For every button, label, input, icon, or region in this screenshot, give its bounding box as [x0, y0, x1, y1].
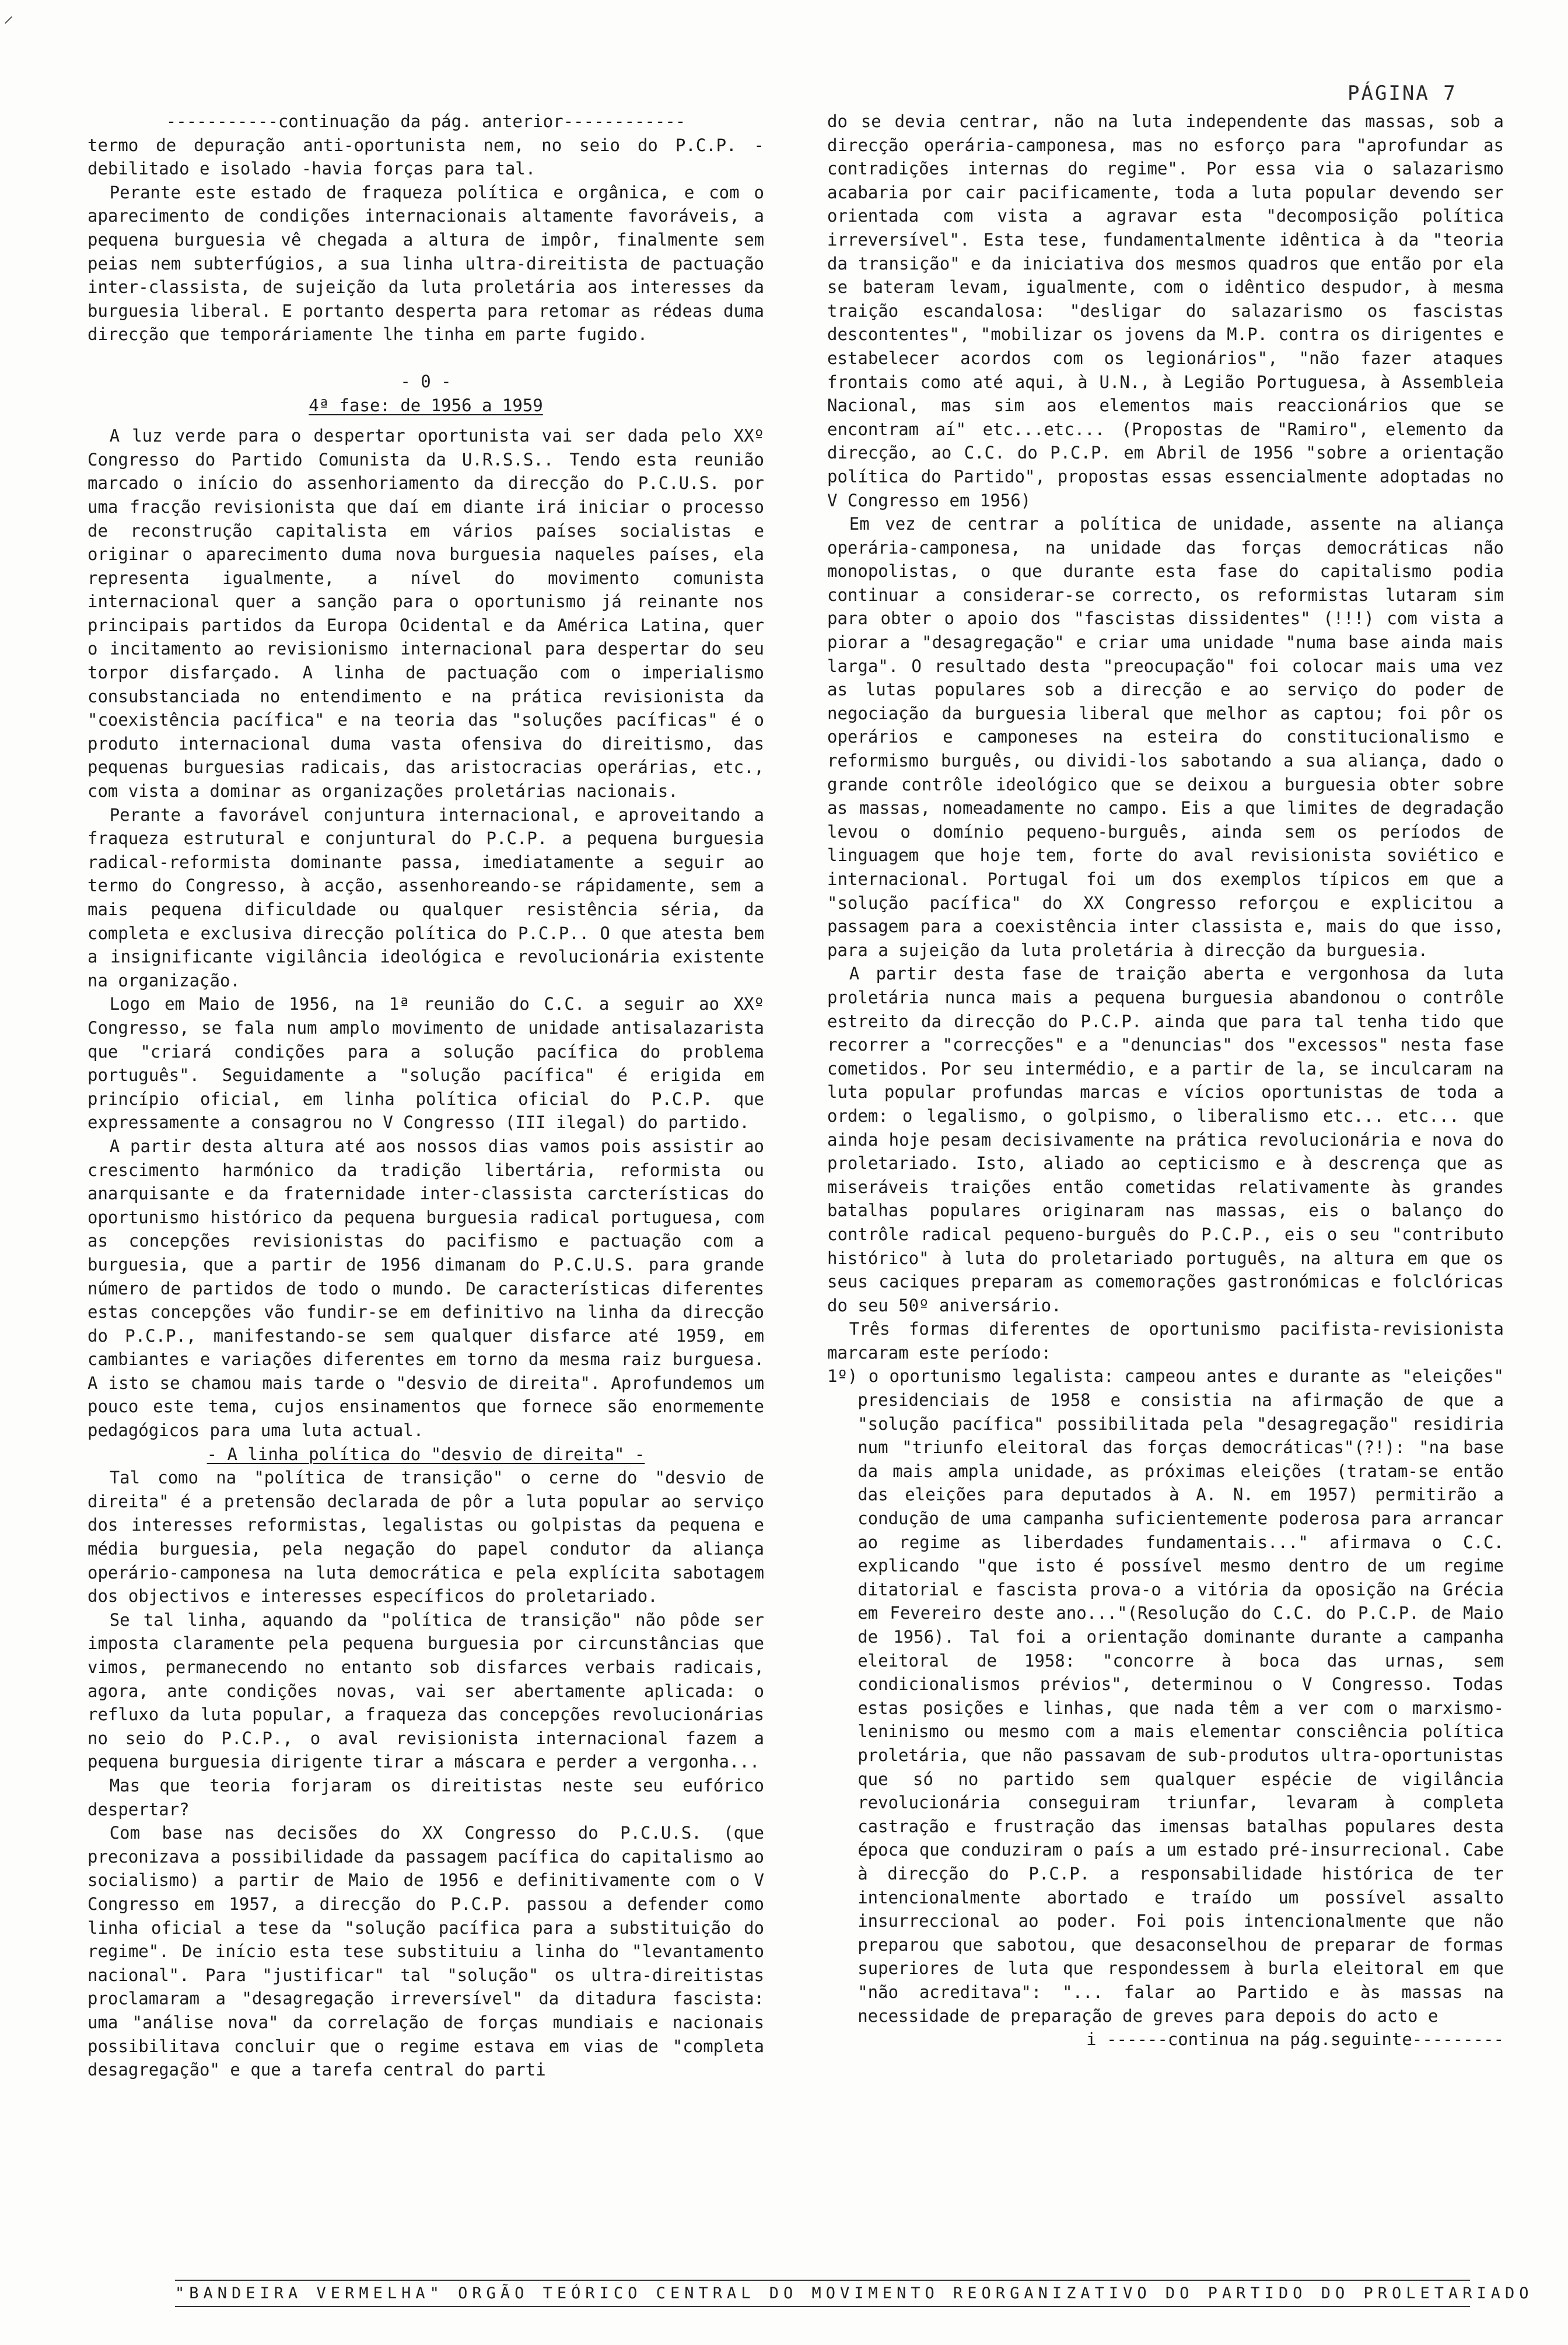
- corner-mark-icon: ⸝: [4, 4, 13, 27]
- footer-masthead: "BANDEIRA VERMELHA" ORGÃO TEÓRICO CENTRAL DO MOVIMENTO REORGANIZATIVO DO PARTIDO DO PROLETARIADO: [175, 2280, 1470, 2307]
- paragraph: Tal como na "política de transição" o cerne do "desvio de direita" é a pretensão declarada de pôr a luta popular ao serviço dos interesses reformistas, legalistas ou golpistas da pequena e média burguesia, pela negação do papel condutor da aliança operário-camponesa na luta democrática e pela explícita sabotagem dos objectivos e interesses específicos do proletariado.: [88, 1468, 764, 1606]
- continuation-note: -----------continuação da pág. anterior------------: [166, 111, 686, 131]
- list-item: 1º) o oportunismo legalista: campeou antes e durante as "eleições" presidenciais de 1958 e consistia na afirmação de que a "solução pacífica" possibilitada pela "desagregação" residiria num "triunfo eleitoral das forças democráticas"(?!): "na base da mais ampla unidade, as próximas eleições (tratam-se então das eleições para deputados à A. N. em 1957) permitirão a condução de uma campanha suficientemente poderosa para arrancar ao regime as liberdades fundamentais..." afirmava o C.C. explicando "que isto é possível mesmo dentro de um regime ditatorial e fascista prova-o a vitória da oposição na Grécia em Fevereiro deste ano..."(Resolução do C.C. do P.C.P. de Maio de 1956). Tal foi a orientação dominante durante a campanha eleitoral de 1958: "concorre à boca das urnas, sem condicionalismos prévios", determinou o V Congresso. Todas estas posições e linhas, que nada têm a ver com o marxismo-leninismo ou mesmo com a mais elementar consciência política proletária, que não passavam de sub-produtos ultra-oportunistas que só no partido sem qualquer espécie de vigilância revolucionária conseguiram triunfar, levaram à completa castração e frustração das imensas batalhas populares desta época que conduziram o país a um estado pré-insurrecional. Cabe à direcção do P.C.P. a responsabilidade histórica de ter intencionalmente abortado e traído um possível assalto insurreccional ao poder. Foi pois intencionalmente que não preparou que sabotou, que desaconselhou de preparar de formas superiores de luta que respondessem à burla eleitoral em que "não acreditava": "... falar ao Partido e às massas na necessidade de preparação de greves para depois do acto e: [827, 1366, 1504, 2026]
- paragraph: A luz verde para o despertar oportunista vai ser dada pelo XXº Congresso do Partido Comunista da U.R.S.S.. Tendo esta reunião marcado o início do assenhoriamento da direcção do P.C.U.S. por uma fracção revisionista que daí em diante irá iniciar o processo de reconstrução capitalista em vários países socialistas e originar o aparecimento duma nova burguesia naqueles países, ela representa igualmente, a nível do movimento comunista internacional quer a sanção para o oportunismo já reinante nos principais partidos da Europa Ocidental e da América Latina, quer o incitamento ao revisionismo internacional para despertar do seu torpor disfarçado. A linha de pactuação com o imperialismo consubstanciada no entendimento e na prática revisionista da "coexistência pacífica" e na teoria das "soluções pacíficas" é o produto internacional duma vasta ofensiva do direitismo, das pequenas burguesias radicais, das aristocracias operárias, etc., com vista a dominar as organizações proletárias nacionais.: [88, 426, 764, 802]
- paragraph: Perante a favorável conjuntura internacional, e aproveitando a fraqueza estrutural e conjuntural do P.C.P. a pequena burguesia radical-reformista dominante passa, imediatamente a seguir ao termo do Congresso, à acção, assenhoreando-se rápidamente, sem a mais pequena dificuldade ou qualquer resistência séria, da completa e exclusiva direcção política do P.C.P.. O que atesta bem a insignificante vigilância ideológica e revolucionária existente na organização.: [88, 804, 764, 991]
- page-number: PÁGINA 7: [1348, 82, 1457, 105]
- paragraph: Três formas diferentes de oportunismo pacifista-revisionista marcaram este período:: [827, 1319, 1504, 1363]
- paragraph: Em vez de centrar a política de unidade, assente na aliança operária-camponesa, na unidade das forças democráticas não monopolistas, o que durante esta fase do capitalismo podia continuar a considerar-se correcto, os reformistas lutaram sim para obter o apoio dos "fascistas dissidentes" (!!!) com vista a piorar a "desagregação" e criar uma unidade "numa base ainda mais larga". O resultado desta "preocupação" foi colocar mais uma vez as lutas populares sob a direcção e ao serviço do poder de negociação da burguesia liberal que melhor as captou; foi pôr os operários e camponeses na esteira do constitucionalismo e reformismo burguês, ou dividi-los sabotando a sua aliança, dado o grande contrôle ideológico que se deixou a burguesia obter sobre as massas, nomeadamente no campo. Eis a que limites de degradação levou o domínio pequeno-burguês, ainda sem os períodos de linguagem que hoje tem, forte do aval revisionista soviético e internacional. Portugal foi um dos exemplos típicos em que a "solução pacífica" do XX Congresso reforçou e explicitou a passagem para a coexistência inter classista e, mais do que isso, para a sujeição da luta proletária à direcção da burguesia.: [827, 514, 1504, 960]
- section-heading: 4ª fase: de 1956 a 1959: [309, 395, 543, 415]
- paragraph: A partir desta fase de traição aberta e vergonhosa da luta proletária nunca mais a pequena burguesia abandonou o contrôle estreito da direcção do P.C.P. ainda que para tal tenha tido que recorrer a "correcções" e a "denuncias" dos "excessos" nesta fase cometidos. Por seu intermédio, e a partir de la, se inculcaram na luta popular profundas marcas e vícios oportunistas de toda a ordem: o legalismo, o golpismo, o liberalismo etc... etc... que ainda hoje pesam decisivamente na prática revolucionária e nova do proletariado. Isto, aliado ao cepticismo e à descrença que as miseráveis traições então cometidas relativamente às grandes batalhas populares originaram nas massas, eis o balanço do contrôle radical pequeno-burguês do P.C.P., eis o seu "contributo histórico" à luta do proletariado português, na altura em que os seus caciques preparam as comemorações gastronómicas e folclóricas do seu 50º aniversário.: [827, 964, 1504, 1315]
- continuation-note: i ------continua na pág.seguinte---------: [1086, 2029, 1504, 2050]
- paragraph: termo de depuração anti-oportunista nem, no seio do P.C.P. - debilitado e isolado -havia forças para tal.: [88, 135, 764, 179]
- right-column: [827, 110, 1504, 2052]
- paragraph: Logo em Maio de 1956, na 1ª reunião do C.C. a seguir ao XXº Congresso, se fala num amplo movimento de unidade antisalazarista que "criará condições para a solução pacífica do problema português". Seguidamente a "solução pacífica" é erigida em princípio oficial, em linha política oficial do P.C.P. que expressamente a consagrou no V Congresso (III ilegal) do partido.: [88, 994, 764, 1133]
- section-separator: - 0 -: [400, 371, 452, 391]
- paragraph: Se tal linha, aquando da "política de transição" não pôde ser imposta claramente pela pequena burguesia por circunstâncias que vimos, permanecendo no entanto sob disfarces verbais radicais, agora, ante condições novas, vai ser abertamente aplicada: o refluxo da luta popular, a fraqueza das concepções revolucionárias no seio do P.C.P., o aval revisionista internacional fazem a pequena burguesia dirigente tirar a máscara e perder a vergonha...: [88, 1609, 764, 1772]
- paragraph: do se devia centrar, não na luta independente das massas, sob a direcção operária-camponesa, mas no esforço para "aprofundar as contradições internas do regime". Por essa via o salazarismo acabaria por cair pacificamente, toda a luta popular devendo ser orientada com vista a agravar esta "decomposição política irreversível". Esta tese, fundamentalmente idêntica à da "teoria da transição" e da iniciativa dos mesmos quadros que então por ela se bateram levam, igualmente, com o idêntico despudor, à mesma traição escandalosa: "desligar do salazarismo os fascistas descontentes", "mobilizar os jovens da M.P. contra os dirigentes e estabelecer acordos com os legionários", "não fazer ataques frontais como até aqui, à U.N., à Legião Portuguesa, à Assembleia Nacional, mas sim aos elementos mais reaccionários que se encontram aí" etc...etc... (Propostas de "Ramiro", elemento da direcção, ao C.C. do P.C.P. em Abril de 1956 "sobre a orientação política do Partido", propostas essas essencialmente adoptadas no V Congresso em 1956): [827, 111, 1504, 510]
- left-column: [88, 110, 764, 2082]
- paragraph: A partir desta altura até aos nossos dias vamos pois assistir ao crescimento harmónico da tradição libertária, reformista ou anarquisante e da fraternidade inter-classista carcterísticas do oportunismo histórico da pequena burguesia radical portuguesa, com as concepções revisionistas do pacifismo e pactuação com a burguesia, que a partir de 1956 dimanam do P.C.U.S. para grande número de partidos de todo o mundo. De características diferentes estas concepções vão fundir-se em definitivo na linha da direcção do P.C.P., manifestando-se sem qualquer disfarce até 1959, em cambiantes e variações diferentes em torno da mesma raiz burguesa. A isto se chamou mais tarde o "desvio de direita". Aprofundemos um pouco este tema, cujos ensinamentos que fornece são enormemente pedagógicos para uma luta actual.: [88, 1136, 764, 1441]
- paragraph: Com base nas decisões do XX Congresso do P.C.U.S. (que preconizava a possibilidade da passagem pacífica do capitalismo ao socialismo) a partir de Maio de 1956 e definitivamente com o V Congresso em 1957, a direcção do P.C.P. passou a defender como linha oficial a tese da "solução pacífica para a substituição do regime". De início esta tese substituiu a linha do "levantamento nacional". Para "justificar" tal "solução" os ultra-direitistas proclamaram a "desagregação irreversível" da ditadura fascista: uma "análise nova" da correlação de forças mundiais e nacionais possibilitava concluir que o regime estava em vias de "completa desagregação" e que a tarefa central do parti: [88, 1823, 764, 2080]
- paragraph: Mas que teoria forjaram os direitistas neste seu eufórico despertar?: [88, 1775, 764, 1819]
- subsection-heading: - A linha política do "desvio de direita" -: [206, 1444, 645, 1464]
- paragraph: Perante este estado de fraqueza política e orgânica, e com o aparecimento de condições internacionais altamente favoráveis, a pequena burguesia vê chegada a altura de impôr, finalmente sem peias nem subterfúgios, a sua linha ultra-direitista de pactuação inter-classista, de sujeição da luta proletária aos interesses da burguesia liberal. E portanto desperta para retomar as rédeas duma direcção que temporáriamente lhe tinha em parte fugido.: [88, 182, 764, 345]
